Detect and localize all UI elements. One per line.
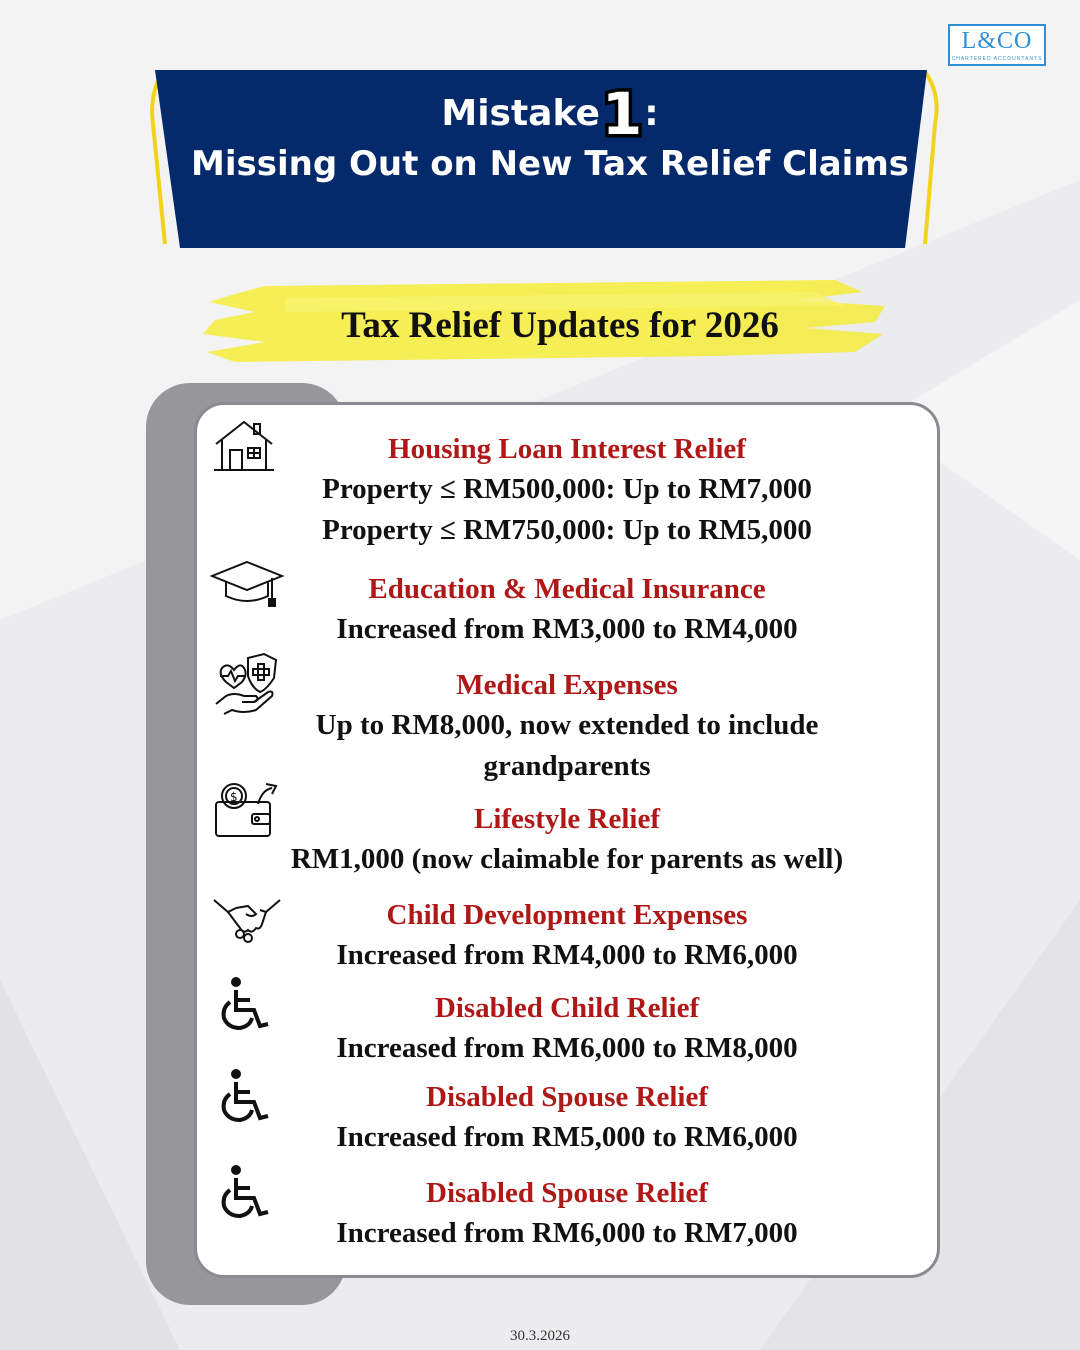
svg-text:$: $ — [230, 790, 238, 804]
relief-title: Housing Loan Interest Relief — [388, 433, 746, 465]
relief-detail: Property ≤ RM750,000: Up to RM5,000 — [322, 514, 812, 546]
relief-title: Education & Medical Insurance — [368, 573, 766, 605]
relief-item-child-development — [197, 895, 937, 976]
section-subtitle: Tax Relief Updates for 2026 — [341, 305, 779, 346]
banner-title — [140, 80, 960, 186]
banner-heading: Missing Out on New Tax Relief Claims — [191, 144, 909, 184]
mistake-number: 1 — [601, 80, 643, 148]
wheelchair-icon — [220, 1068, 272, 1122]
wallet-coin-icon — [212, 778, 282, 840]
company-logo — [948, 24, 1046, 66]
relief-detail: RM1,000 (now claimable for parents as well) — [290, 843, 844, 875]
relief-item-education — [197, 569, 937, 650]
relief-detail: Increased from RM3,000 to RM4,000 — [336, 613, 798, 645]
logo-mark: L&CO — [961, 28, 1033, 54]
relief-item-disabled-spouse — [197, 1077, 937, 1158]
graduation-cap-icon — [210, 558, 284, 610]
wheelchair-icon — [220, 976, 272, 1030]
wheelchair-icon — [220, 1164, 272, 1218]
relief-detail: Increased from RM5,000 to RM6,000 — [336, 1121, 798, 1153]
relief-detail: Increased from RM4,000 to RM6,000 — [336, 939, 798, 971]
banner-prefix: Mistake — [441, 93, 600, 134]
relief-item-lifestyle — [197, 799, 937, 880]
relief-title: Disabled Spouse Relief — [426, 1081, 708, 1113]
medical-care-icon — [214, 652, 278, 716]
footer-date: 30.3.2026 — [510, 1328, 570, 1344]
relief-title: Lifestyle Relief — [473, 803, 660, 835]
relief-item-medical — [197, 665, 937, 787]
relief-title: Medical Expenses — [456, 669, 678, 701]
relief-detail: Property ≤ RM500,000: Up to RM7,000 — [322, 473, 812, 505]
banner-suffix: : — [644, 93, 659, 134]
handshake-icon — [212, 894, 282, 946]
relief-title: Disabled Spouse Relief — [426, 1177, 708, 1209]
relief-detail: Up to RM8,000, now extended to include — [315, 709, 819, 741]
relief-detail: grandparents — [483, 750, 651, 782]
relief-item-disabled-spouse-2 — [197, 1173, 937, 1254]
relief-detail: Increased from RM6,000 to RM8,000 — [336, 1032, 798, 1064]
relief-detail: Increased from RM6,000 to RM7,000 — [336, 1217, 798, 1249]
relief-item-disabled-child — [197, 988, 937, 1069]
house-icon — [212, 416, 276, 476]
logo-subtitle: CHARTERED ACCOUNTANTS — [951, 56, 1043, 62]
relief-card — [194, 402, 940, 1278]
relief-title: Child Development Expenses — [386, 899, 748, 931]
relief-item-housing — [197, 429, 937, 551]
relief-title: Disabled Child Relief — [434, 992, 700, 1024]
